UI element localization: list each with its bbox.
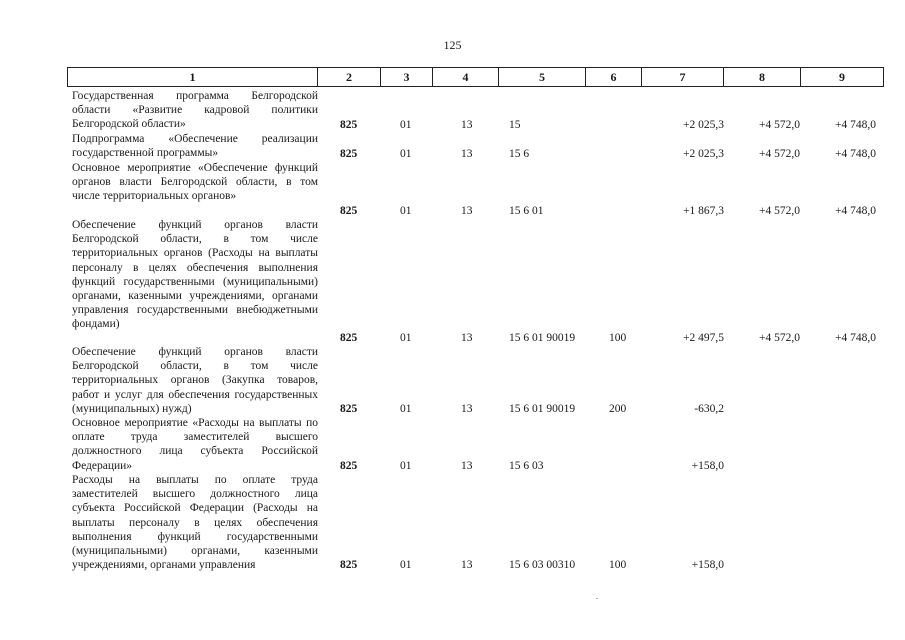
cell-section: 01 <box>400 460 412 472</box>
table-row <box>67 473 884 572</box>
cell-subsection: 13 <box>461 332 473 344</box>
cell-subsection: 13 <box>461 559 473 571</box>
cell-subsection: 13 <box>461 460 473 472</box>
table-row <box>67 89 884 132</box>
row-description: Обеспечение функций органов власти Белгородской области, в том числе территориальных органов (Закупка товаров, работ и услуг для обеспечения государственных (муниципальных) нужд) <box>72 346 318 415</box>
row-description: Государственная программа Белгородской области «Развитие кадровой политики Белгородской области» <box>72 90 318 131</box>
cell-vr: 200 <box>609 403 627 415</box>
cell-sum-col7: +1 867,3 <box>683 205 724 217</box>
cell-csr: 15 6 01 90019 <box>509 332 576 344</box>
header-col-5: 5 <box>499 68 586 86</box>
cell-sum-col9: +4 748,0 <box>835 119 876 131</box>
row-description: Расходы на выплаты по оплате труда заместителей высшего должностного лица субъекта Российской Федерации (Расходы на выплаты персоналу в целях обеспечения выполнения функций государственными (муниципальными) органами, казенными учреждениями, органами управления <box>72 474 318 572</box>
cell-code: 825 <box>340 403 358 415</box>
table-row <box>67 345 884 416</box>
cell-code: 825 <box>340 205 358 217</box>
header-col-8: 8 <box>724 68 801 86</box>
scan-speck <box>596 598 598 599</box>
header-col-1: 1 <box>68 68 318 86</box>
cell-vr: 100 <box>609 332 627 344</box>
cell-section: 01 <box>400 403 412 415</box>
cell-sum-col7: +2 025,3 <box>683 119 724 131</box>
header-col-7: 7 <box>642 68 724 86</box>
header-col-9: 9 <box>839 70 845 84</box>
cell-sum-col7: +2 025,3 <box>683 148 724 160</box>
cell-sum-col8: +4 572,0 <box>759 148 800 160</box>
cell-sum-col7: +2 497,5 <box>683 332 724 344</box>
cell-sum-col9: +4 748,0 <box>835 332 876 344</box>
table-row <box>67 132 884 161</box>
cell-sum-col7: +158,0 <box>691 460 724 472</box>
cell-subsection: 13 <box>461 403 473 415</box>
cell-sum-col8: +4 572,0 <box>759 119 800 131</box>
cell-csr: 15 6 01 90019 <box>509 403 576 415</box>
row-description: Основное мероприятие «Расходы на выплаты по оплате труда заместителей высшего должностного лица субъекта Российской Федерации» <box>72 417 318 472</box>
cell-section: 01 <box>400 559 412 571</box>
cell-csr: 15 6 <box>509 148 530 160</box>
row-description: Обеспечение функций органов власти Белгородской области, в том числе территориальных органов (Расходы на выплаты персоналу в целях обеспечения выполнения функций государственными (муниципальными) органами, казенными учреждениями, органами управления государственными внебюджетными фондами) <box>72 219 318 331</box>
cell-sum-col7: -630,2 <box>694 403 724 415</box>
table-header <box>67 67 884 87</box>
cell-code: 825 <box>340 559 358 571</box>
cell-sum-col7: +158,0 <box>691 559 724 571</box>
cell-csr: 15 6 03 <box>509 460 544 472</box>
cell-csr: 15 <box>509 119 521 131</box>
table-row <box>67 416 884 473</box>
table-row <box>67 218 884 345</box>
page-number: 125 <box>443 38 462 52</box>
row-description: Основное мероприятие «Обеспечение функций органов власти Белгородской области, в том числе территориальных органов» <box>72 162 318 203</box>
cell-section: 01 <box>400 119 412 131</box>
cell-sum-col8: +4 572,0 <box>759 332 800 344</box>
header-col-4: 4 <box>433 68 499 86</box>
cell-sum-col9: +4 748,0 <box>835 205 876 217</box>
cell-csr: 15 6 01 <box>509 205 544 217</box>
cell-csr: 15 6 03 00310 <box>509 559 576 571</box>
cell-sum-col9: +4 748,0 <box>835 148 876 160</box>
header-col-2: 2 <box>318 68 381 86</box>
cell-code: 825 <box>340 119 358 131</box>
cell-code: 825 <box>340 148 358 160</box>
cell-section: 01 <box>400 332 412 344</box>
cell-subsection: 13 <box>461 148 473 160</box>
header-col-6: 6 <box>586 68 642 86</box>
cell-subsection: 13 <box>461 205 473 217</box>
table-row <box>67 161 884 218</box>
cell-code: 825 <box>340 332 358 344</box>
cell-subsection: 13 <box>461 119 473 131</box>
cell-vr: 100 <box>609 559 627 571</box>
row-description: Подпрограмма «Обеспечение реализации государственной программы» <box>72 133 318 160</box>
cell-section: 01 <box>400 148 412 160</box>
header-col-3: 3 <box>381 68 433 86</box>
cell-section: 01 <box>400 205 412 217</box>
cell-code: 825 <box>340 460 358 472</box>
cell-sum-col8: +4 572,0 <box>759 205 800 217</box>
